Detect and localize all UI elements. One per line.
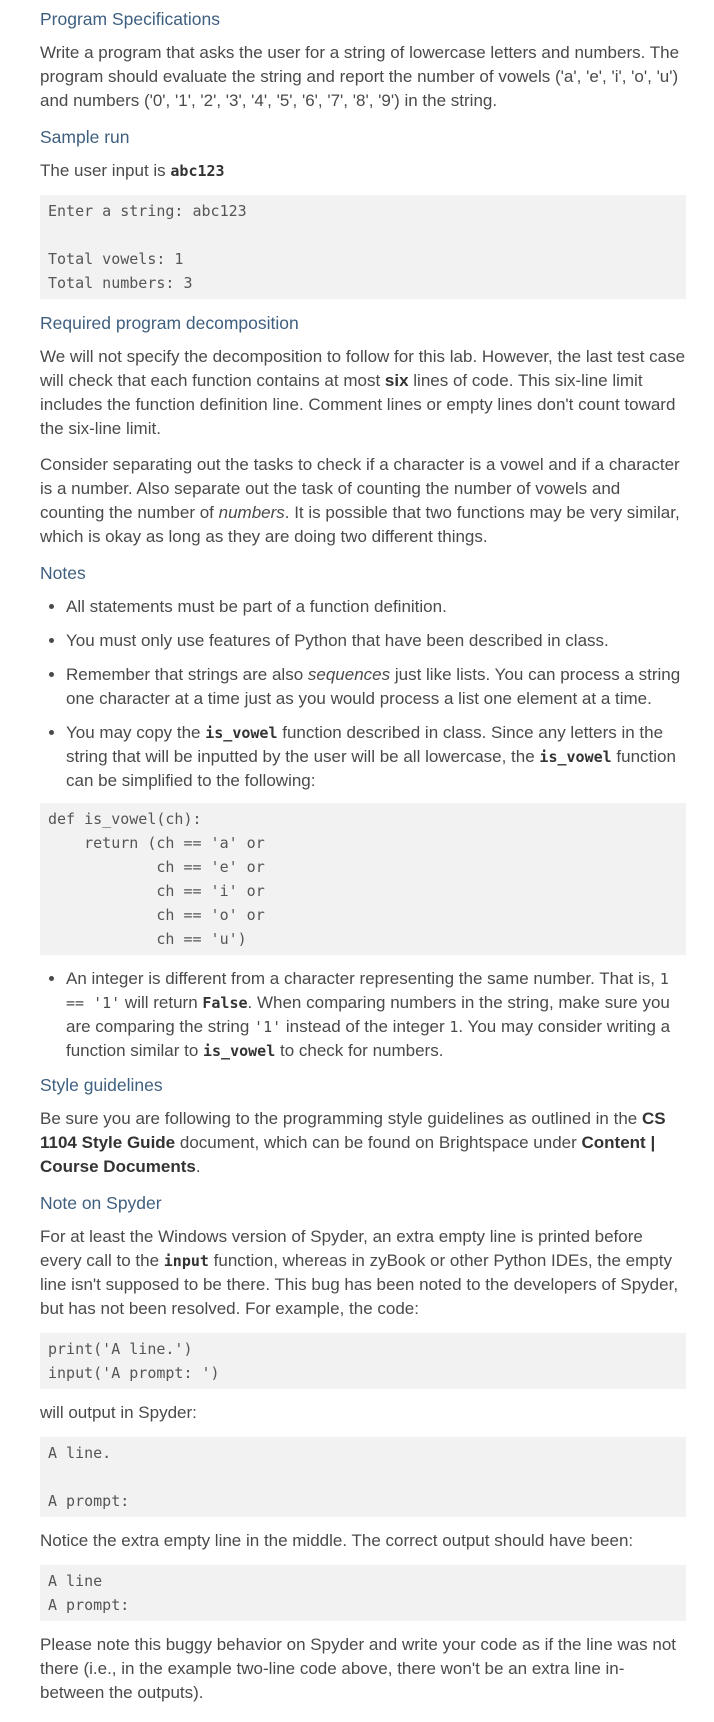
text: just like lists. You can process a string one character at a time just as you would process a list one element at a time. bbox=[66, 665, 681, 708]
text: For at least the Windows version of Spyder, an extra empty line is printed before every call to the bbox=[40, 1227, 643, 1270]
text: Remember that strings are also bbox=[66, 665, 308, 684]
section-heading: Sample run bbox=[40, 127, 130, 147]
code-block: def is_vowel(ch): return (ch == 'a' or ch == 'e' or ch == 'i' or ch == 'o' or ch == 'u') bbox=[40, 803, 686, 955]
paragraph bbox=[40, 1225, 686, 1321]
program-specifications-section bbox=[40, 7, 686, 113]
section-heading: Notes bbox=[40, 563, 86, 583]
inline-code: False bbox=[202, 994, 248, 1012]
section-heading: Style guidelines bbox=[40, 1075, 163, 1095]
bold-text: Content | Course Documents bbox=[40, 1133, 656, 1176]
text: You may copy the bbox=[66, 723, 206, 742]
inline-code: '1' bbox=[254, 1018, 282, 1036]
code-block: A line. A prompt: bbox=[40, 1437, 686, 1517]
code-block: A line A prompt: bbox=[40, 1565, 686, 1621]
text: document, which can be found on Brightspace under bbox=[175, 1133, 582, 1152]
decomposition-section bbox=[40, 311, 686, 549]
notes-section bbox=[40, 561, 686, 1063]
paragraph: Write a program that asks the user for a string of lowercase letters and numbers. The program should evaluate the string and report the number of vowels ('a', 'e', 'i', 'o', 'u') and numbers ('0', '1', '2', '3', '4', '5', '6', '7', '8', '9') in the string. bbox=[40, 43, 680, 110]
paragraph bbox=[40, 453, 686, 549]
paragraph: Please note this buggy behavior on Spyder and write your code as if the line was not there (i.e., in the example two-line code above, there won't be an extra line in-between the outputs). bbox=[40, 1635, 676, 1702]
list-item bbox=[66, 967, 686, 1063]
inline-code: is_vowel bbox=[205, 724, 278, 742]
text: . You may consider writing a function similar to bbox=[66, 1017, 671, 1060]
inline-code: 1 bbox=[449, 1018, 459, 1036]
text: function described in class. Since any letters in the string that will be inputted by the user will be all lowercase, the bbox=[66, 723, 664, 766]
text: instead of the integer bbox=[281, 1017, 450, 1036]
text: . When comparing numbers in the string, make sure you are comparing the string bbox=[66, 993, 670, 1036]
text: Consider separating out the tasks to check if a character is a vowel and if a character is a number. Also separate out the task of counting the number of vowels and counting the number of bbox=[40, 455, 680, 522]
text: We will not specify the decomposition to follow for this lab. However, the last test case will check that each function contains at most bbox=[40, 347, 686, 390]
text: to check for numbers. bbox=[275, 1041, 444, 1060]
list-item bbox=[66, 721, 686, 793]
spyder-note-section bbox=[40, 1191, 686, 1705]
text: function can be simplified to the following: bbox=[66, 747, 676, 790]
paragraph bbox=[40, 345, 686, 441]
paragraph bbox=[40, 159, 686, 183]
text: . bbox=[195, 1157, 201, 1176]
text: will return bbox=[120, 993, 203, 1012]
code-block: Enter a string: abc123 Total vowels: 1 Total numbers: 3 bbox=[40, 195, 686, 299]
list-item: • All statements must be part of a function definition. bbox=[66, 595, 686, 619]
inline-code: is_vowel bbox=[203, 1042, 276, 1060]
bold-text: six bbox=[384, 371, 409, 390]
italic-text: numbers bbox=[218, 503, 285, 522]
text: An integer is different from a character representing the same number. That is, bbox=[66, 969, 660, 988]
list-item bbox=[66, 663, 686, 711]
section-heading: Note on Spyder bbox=[40, 1193, 162, 1213]
sample-run-section bbox=[40, 125, 686, 299]
text: lines of code. This six-line limit includes the function definition line. Comment lines or empty lines don't count toward the six-line limit. bbox=[40, 371, 676, 438]
inline-code: abc123 bbox=[170, 162, 225, 180]
text: Be sure you are following to the programming style guidelines as outlined in the bbox=[40, 1109, 642, 1128]
text: The user input is bbox=[40, 161, 171, 180]
section-heading: Required program decomposition bbox=[40, 313, 299, 333]
section-heading: Program Specifications bbox=[40, 9, 220, 29]
notes-list bbox=[40, 595, 686, 793]
list-item: • You must only use features of Python that have been described in class. bbox=[66, 629, 686, 653]
inline-code: is_vowel bbox=[539, 748, 612, 766]
italic-text: sequences bbox=[307, 665, 391, 684]
notes-list bbox=[40, 967, 686, 1063]
text: . It is possible that two functions may be very similar, which is okay as long as they are doing two different things. bbox=[40, 503, 680, 546]
inline-code: input bbox=[163, 1252, 209, 1270]
inline-code: 1 == '1' bbox=[66, 970, 669, 1012]
paragraph bbox=[40, 1107, 686, 1179]
paragraph: will output in Spyder: bbox=[40, 1403, 197, 1422]
text: function, whereas in zyBook or other Python IDEs, the empty line isn't supposed to be there. This bug has been noted to the developers of Spyder, but has not been resolved. For example, the code: bbox=[40, 1251, 679, 1318]
style-guidelines-section bbox=[40, 1073, 686, 1179]
bold-text: CS 1104 Style Guide bbox=[40, 1109, 666, 1152]
code-block: print('A line.') input('A prompt: ') bbox=[40, 1333, 686, 1389]
paragraph: Notice the extra empty line in the middle. The correct output should have been: bbox=[40, 1531, 634, 1550]
